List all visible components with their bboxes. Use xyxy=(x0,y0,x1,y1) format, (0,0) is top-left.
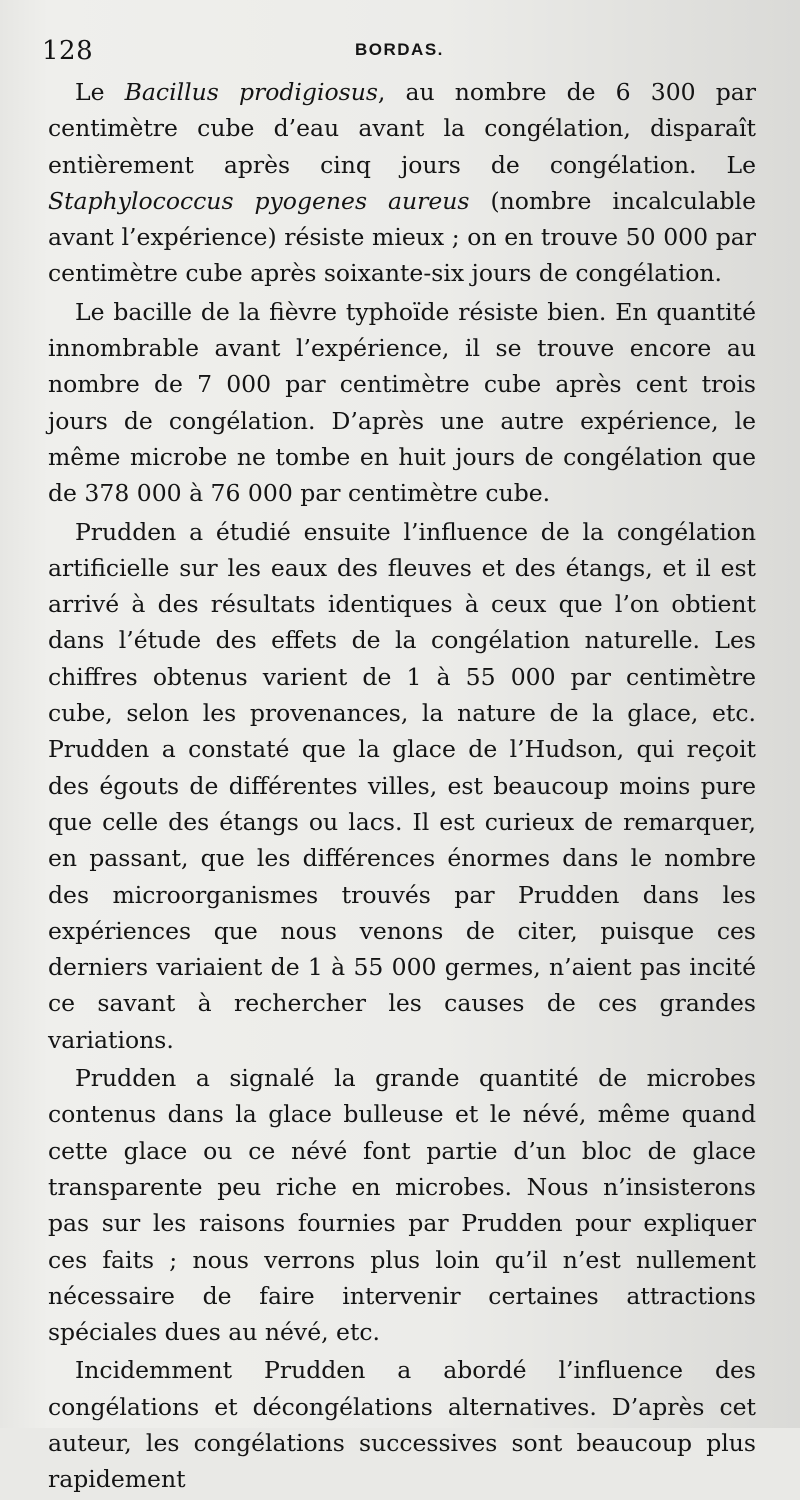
paragraph xyxy=(48,1352,756,1497)
body-text xyxy=(48,74,756,1500)
paragraph xyxy=(48,1060,756,1350)
paragraph xyxy=(48,514,756,1058)
text-segment: (nombre incalculable avant l’expérience) résiste mieux ; on en trouve 50 000 par centimètre cube après soixante-six jours de congélation. xyxy=(48,186,756,288)
paragraph xyxy=(48,294,756,512)
italic-text: Staphylococcus pyogenes aureus xyxy=(48,186,470,215)
page-header xyxy=(42,36,758,76)
text-segment: Incidemment Prudden a abordé l’influence des congélations et décongélations alternatives. D’après cet auteur, les congélations successives sont beaucoup plus rapidement xyxy=(48,1356,756,1494)
text-segment: Prudden a étudié ensuite l’influence de la congélation artificielle sur les eaux des fleuves et des étangs, et il est arrivé à des résultats identiques à ceux que l’on obtient dans l’étude des effets de la congélation naturelle. Les chiffres obtenus varient de 1 à 55 000 par centimètre cube, selon les provenances, la nature de la glace, etc. Prudden a constaté que la glace de l’Hudson, qui reçoit des égouts de différentes villes, est beaucoup moins pure que celle des étangs ou lacs. Il est curieux de remarquer, en passant, que les différences énormes dans le nombre des microorganismes trouvés par Prudden dans les expériences que nous venons de citer, puisque ces derniers variaient de 1 à 55 000 germes, n’aient pas incité ce savant à rechercher les causes de ces grandes variations. xyxy=(48,517,756,1054)
text-segment: Le xyxy=(75,78,125,106)
page-number: 128 xyxy=(42,36,94,66)
paragraph xyxy=(48,74,756,292)
text-segment: Prudden a signalé la grande quantité de microbes contenus dans la glace bulleuse et le névé, même quand cette glace ou ce névé font partie d’un bloc de glace transparente peu riche en microbes. Nous n’insisterons pas sur les raisons fournies par Prudden pour expliquer ces faits ; nous verrons plus loin qu’il n’est nullement nécessaire de faire intervenir certaines attractions spéciales dues au névé, etc. xyxy=(48,1064,756,1347)
text-segment: , au nombre de 6 300 par centimètre cube d’eau avant la congélation, disparaît entièrement après cinq jours de congélation. Le xyxy=(48,78,756,179)
italic-text: Bacillus prodigiosus xyxy=(124,78,378,106)
text-segment: Le bacille de la fièvre typhoïde résiste bien. En quantité innombrable avant l’expérience, il se trouve encore au nombre de 7 000 par centimètre cube après cent trois jours de congélation. D’après une autre expérience, le même microbe ne tombe en huit jours de congélation que de 378 000 à 76 000 par centimètre cube. xyxy=(48,297,756,508)
running-head: BORDAS. xyxy=(355,40,444,59)
